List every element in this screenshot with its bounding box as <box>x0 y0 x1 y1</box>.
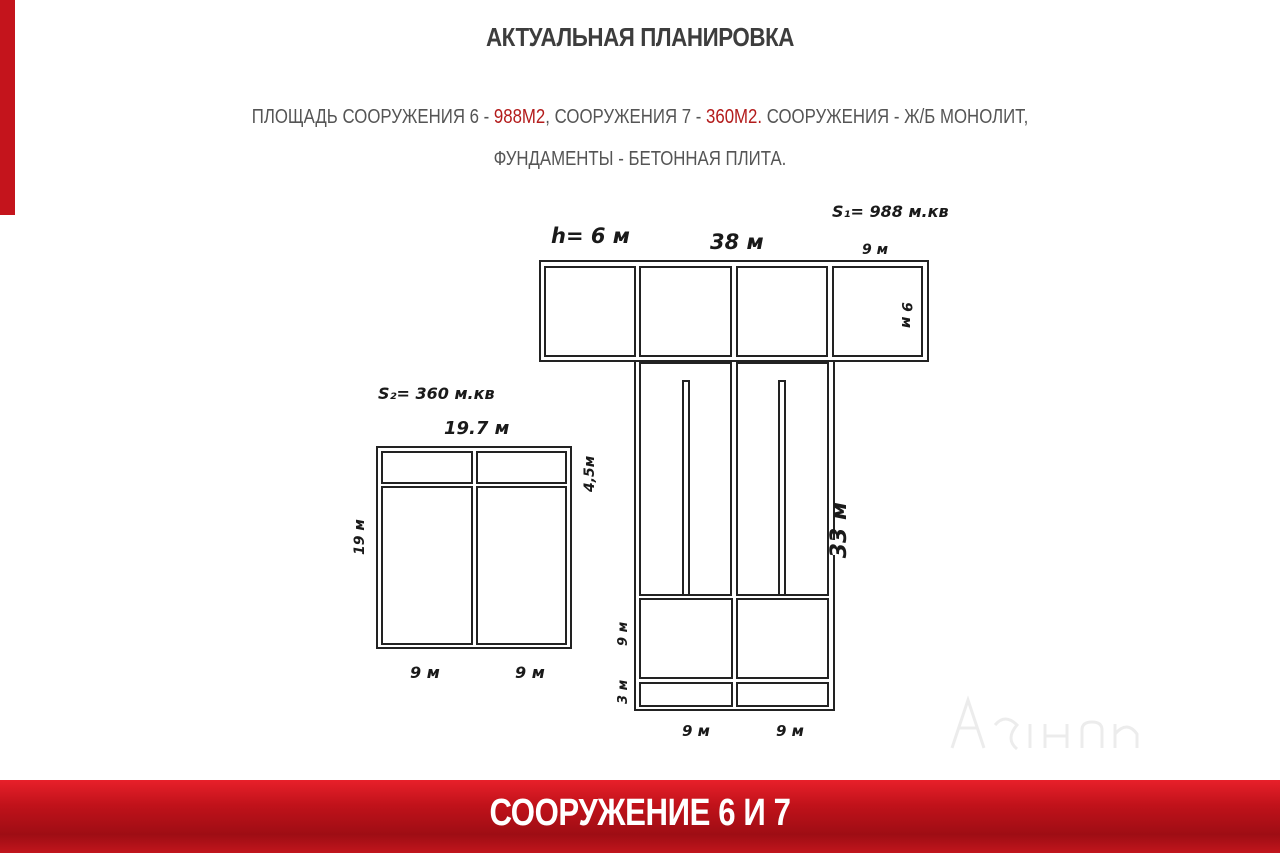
small-bottom-right-width: 9 м <box>515 663 545 682</box>
desc-text: СООРУЖЕНИЯ - Ж/Б МОНОЛИТ, <box>762 106 1029 128</box>
area-6-value: 988М2 <box>493 106 546 128</box>
large-width-label: 38 м <box>710 230 764 254</box>
large-area-label: S₁= 988 м.кв <box>832 202 949 221</box>
small-plan-room <box>382 487 472 644</box>
area-7-value: 360М2. <box>706 106 763 128</box>
large-plan-room <box>737 599 828 678</box>
small-plan-room <box>477 452 566 483</box>
small-plan-outline <box>377 447 571 648</box>
watermark-logo <box>952 700 1137 749</box>
desc-text: , СООРУЖЕНИЯ 7 - <box>545 106 707 128</box>
large-plan-room <box>545 267 635 356</box>
small-plan-room <box>477 487 566 644</box>
large-length-label: 33 м <box>827 502 852 559</box>
large-plan-top-outline <box>540 261 928 361</box>
strip-height-label: 3 м <box>616 679 631 704</box>
description-line-2: ФУНДАМЕНТЫ - БЕТОННАЯ ПЛИТА. <box>493 148 787 170</box>
large-plan-hall <box>640 363 731 595</box>
large-plan-partition <box>779 381 785 595</box>
small-bottom-left-width: 9 м <box>410 663 440 682</box>
large-plan-partition <box>683 381 689 595</box>
lower-room-height-label: 9 м <box>616 621 631 646</box>
large-plan-strip <box>737 683 828 706</box>
large-bottom-left-width: 9 м <box>682 722 710 740</box>
small-strip-height-label: 4,5м <box>582 455 598 492</box>
small-length-label: 19 м <box>352 519 368 555</box>
top-room-depth-label: 9 м <box>898 302 914 329</box>
page-title: АКТУАЛЬНАЯ ПЛАНИРОВКА <box>485 22 795 52</box>
large-plan-strip <box>640 683 732 706</box>
large-plan-room <box>640 599 732 678</box>
height-label: h= 6 м <box>551 224 630 248</box>
small-area-label: S₂= 360 м.кв <box>378 384 495 403</box>
large-plan-room <box>737 267 827 356</box>
top-room-width-label: 9 м <box>862 242 889 258</box>
large-bottom-right-width: 9 м <box>776 722 804 740</box>
desc-text: ПЛОЩАДЬ СООРУЖЕНИЯ 6 - <box>251 106 494 128</box>
large-plan-stem-outline <box>635 361 834 710</box>
large-plan-room <box>640 267 731 356</box>
small-width-label: 19.7 м <box>444 418 510 439</box>
small-plan-room <box>382 452 472 483</box>
footer-title: СООРУЖЕНИЕ 6 И 7 <box>489 792 791 834</box>
large-plan-hall <box>737 363 828 595</box>
